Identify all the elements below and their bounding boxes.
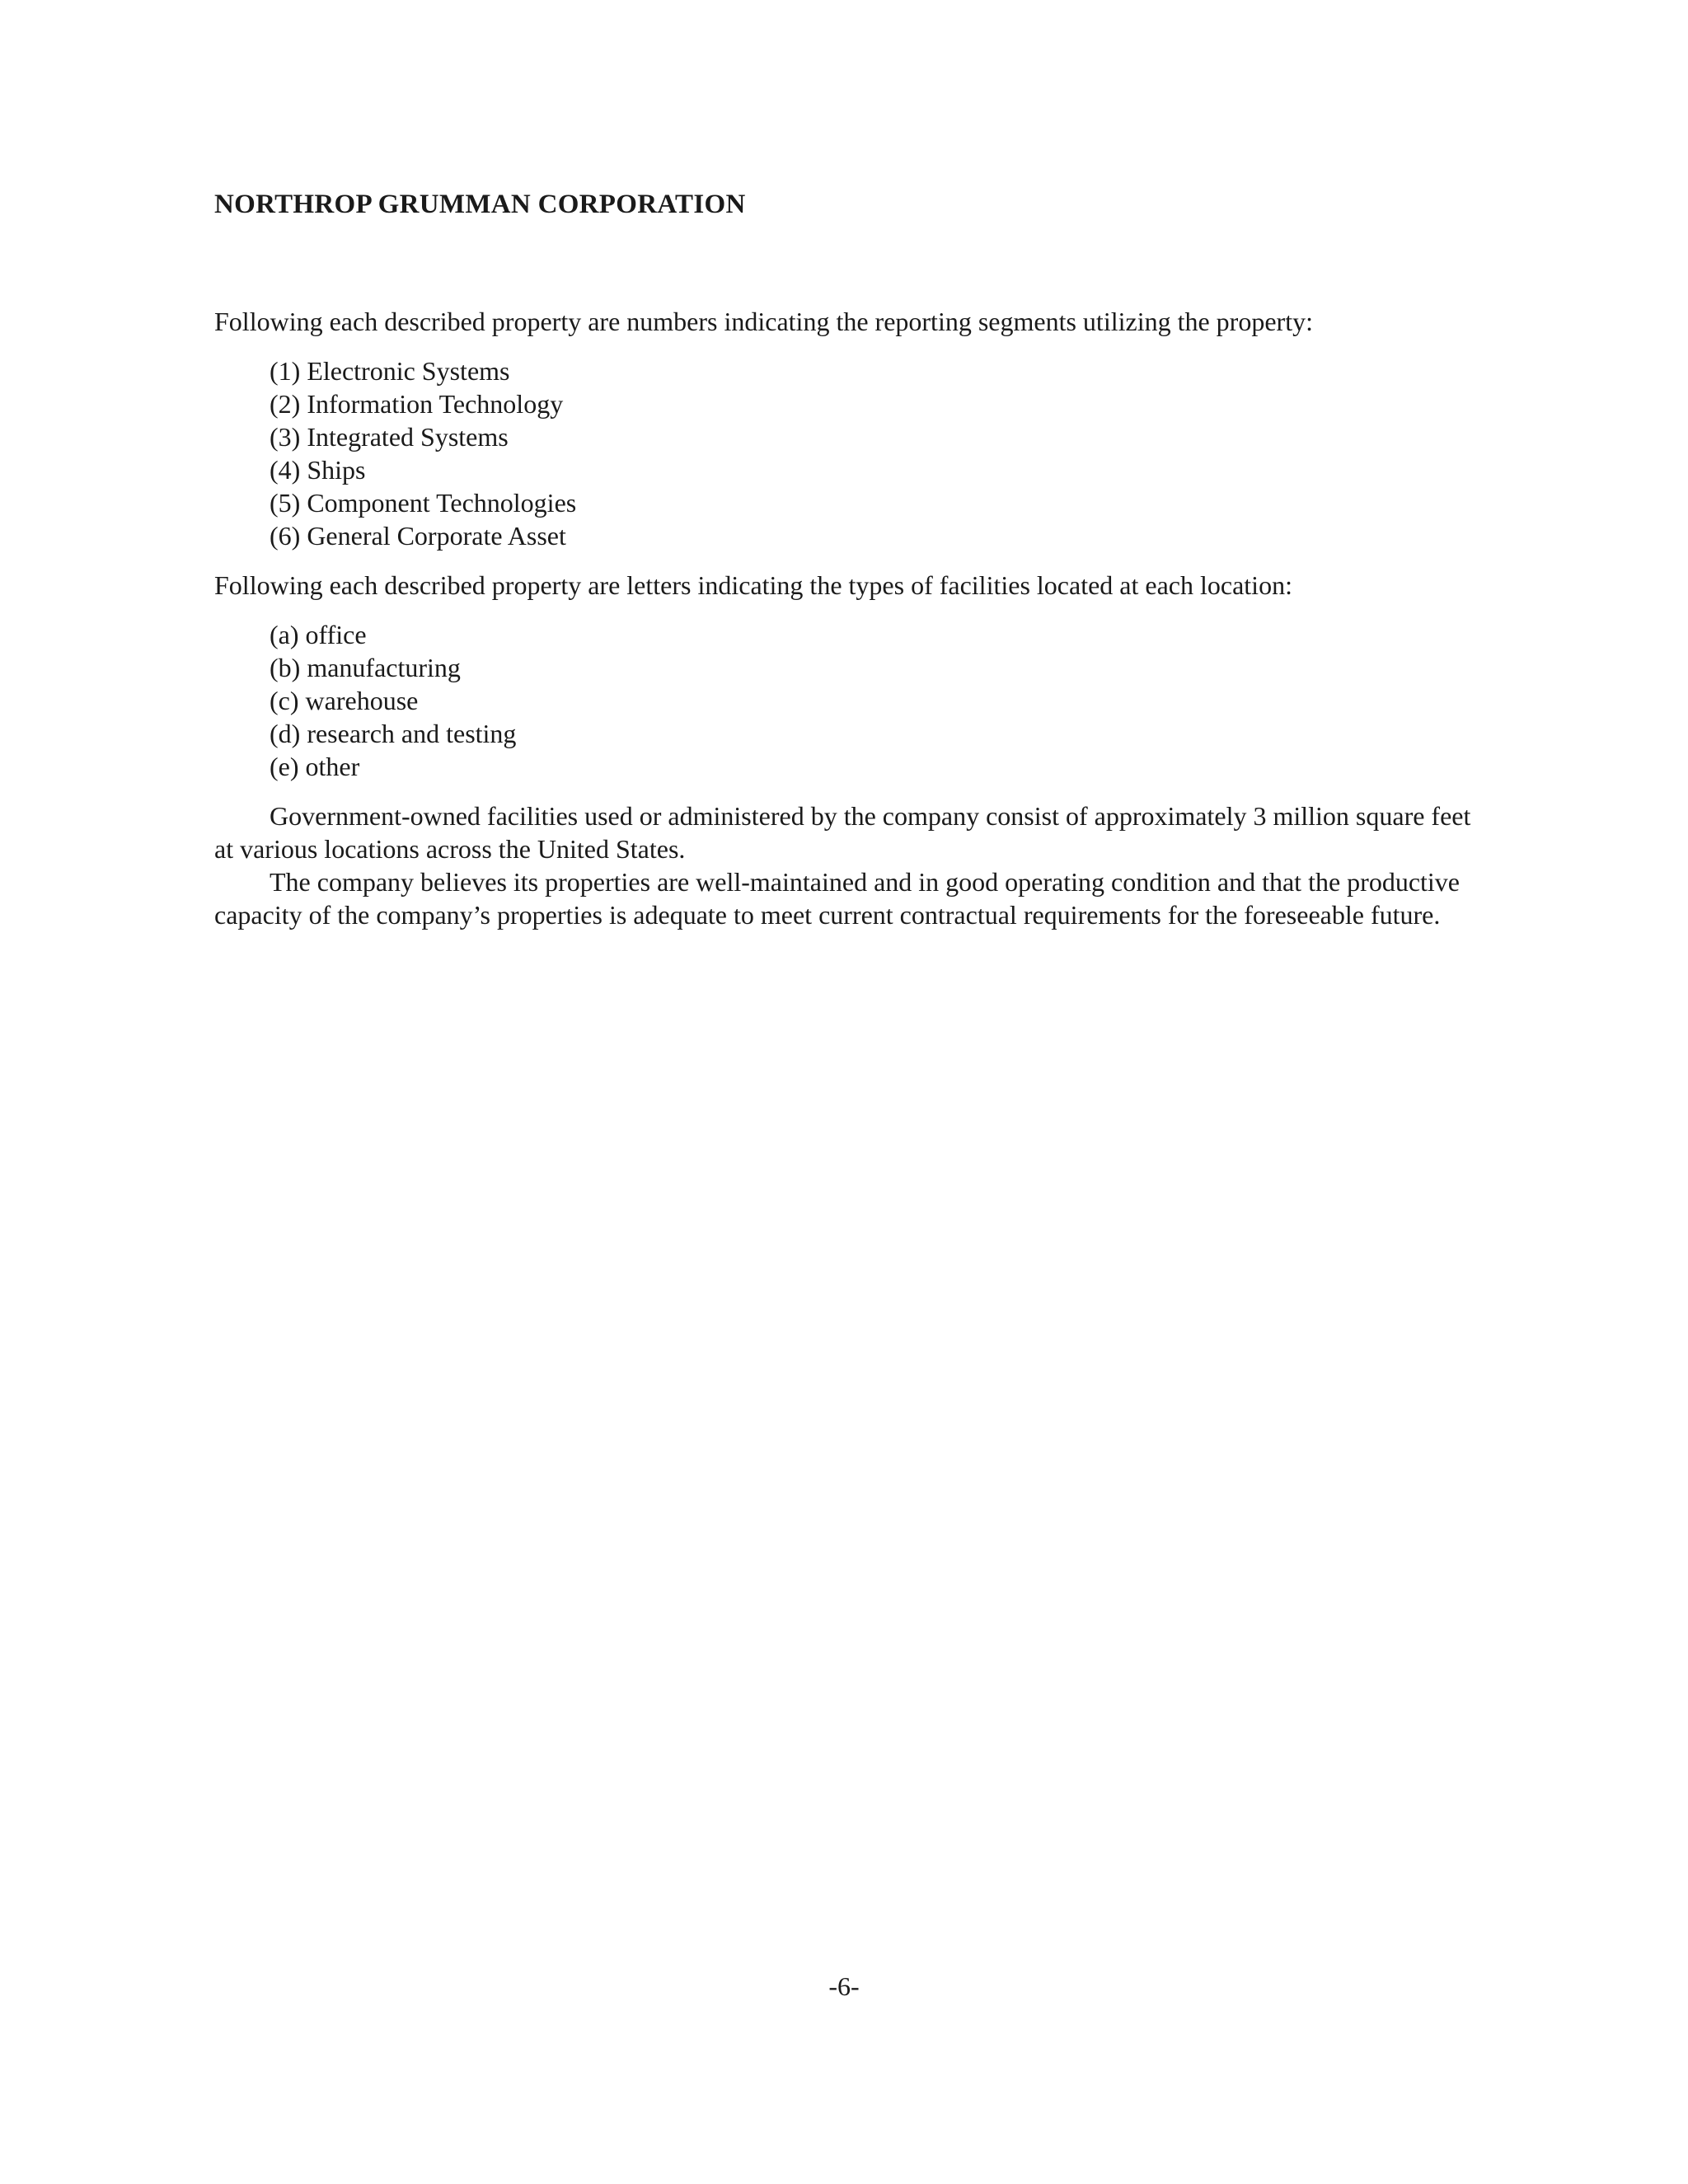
list-item-facility: (c) warehouse xyxy=(270,686,419,715)
list-item-segment: (6) General Corporate Asset xyxy=(270,521,566,551)
segments-intro: Following each described property are numbers indicating the reporting segments utilizing the property: xyxy=(214,307,1313,336)
list-item-facility: (d) research and testing xyxy=(270,719,517,748)
page-number: -6- xyxy=(828,1971,860,2001)
government-facilities-paragraph: Government-owned facilities used or administered by the company consist of approximately 3 million square feet at various locations across the United States. xyxy=(214,801,1471,864)
list-item-segment: (5) Component Technologies xyxy=(270,488,577,518)
list-item-segment: (4) Ships xyxy=(270,455,366,485)
document-body xyxy=(214,305,1475,931)
list-item-segment: (3) Integrated Systems xyxy=(270,422,509,452)
segments-list xyxy=(214,354,1475,552)
list-item-facility: (a) office xyxy=(270,620,367,649)
list-item-segment: (2) Information Technology xyxy=(270,389,564,419)
properties-condition-paragraph: The company believes its properties are well-maintained and in good operating condition and that the productive capacity of the company’s properties is adequate to meet current contractual requirements for the foreseeable future. xyxy=(214,867,1460,930)
company-header: NORTHROP GRUMMAN CORPORATION xyxy=(214,190,746,219)
facilities-intro: Following each described property are letters indicating the types of facilities located at each location: xyxy=(214,570,1292,600)
list-item-facility: (e) other xyxy=(270,752,360,781)
list-item-facility: (b) manufacturing xyxy=(270,653,461,682)
facilities-list xyxy=(214,618,1475,783)
list-item-segment: (1) Electronic Systems xyxy=(270,356,510,386)
